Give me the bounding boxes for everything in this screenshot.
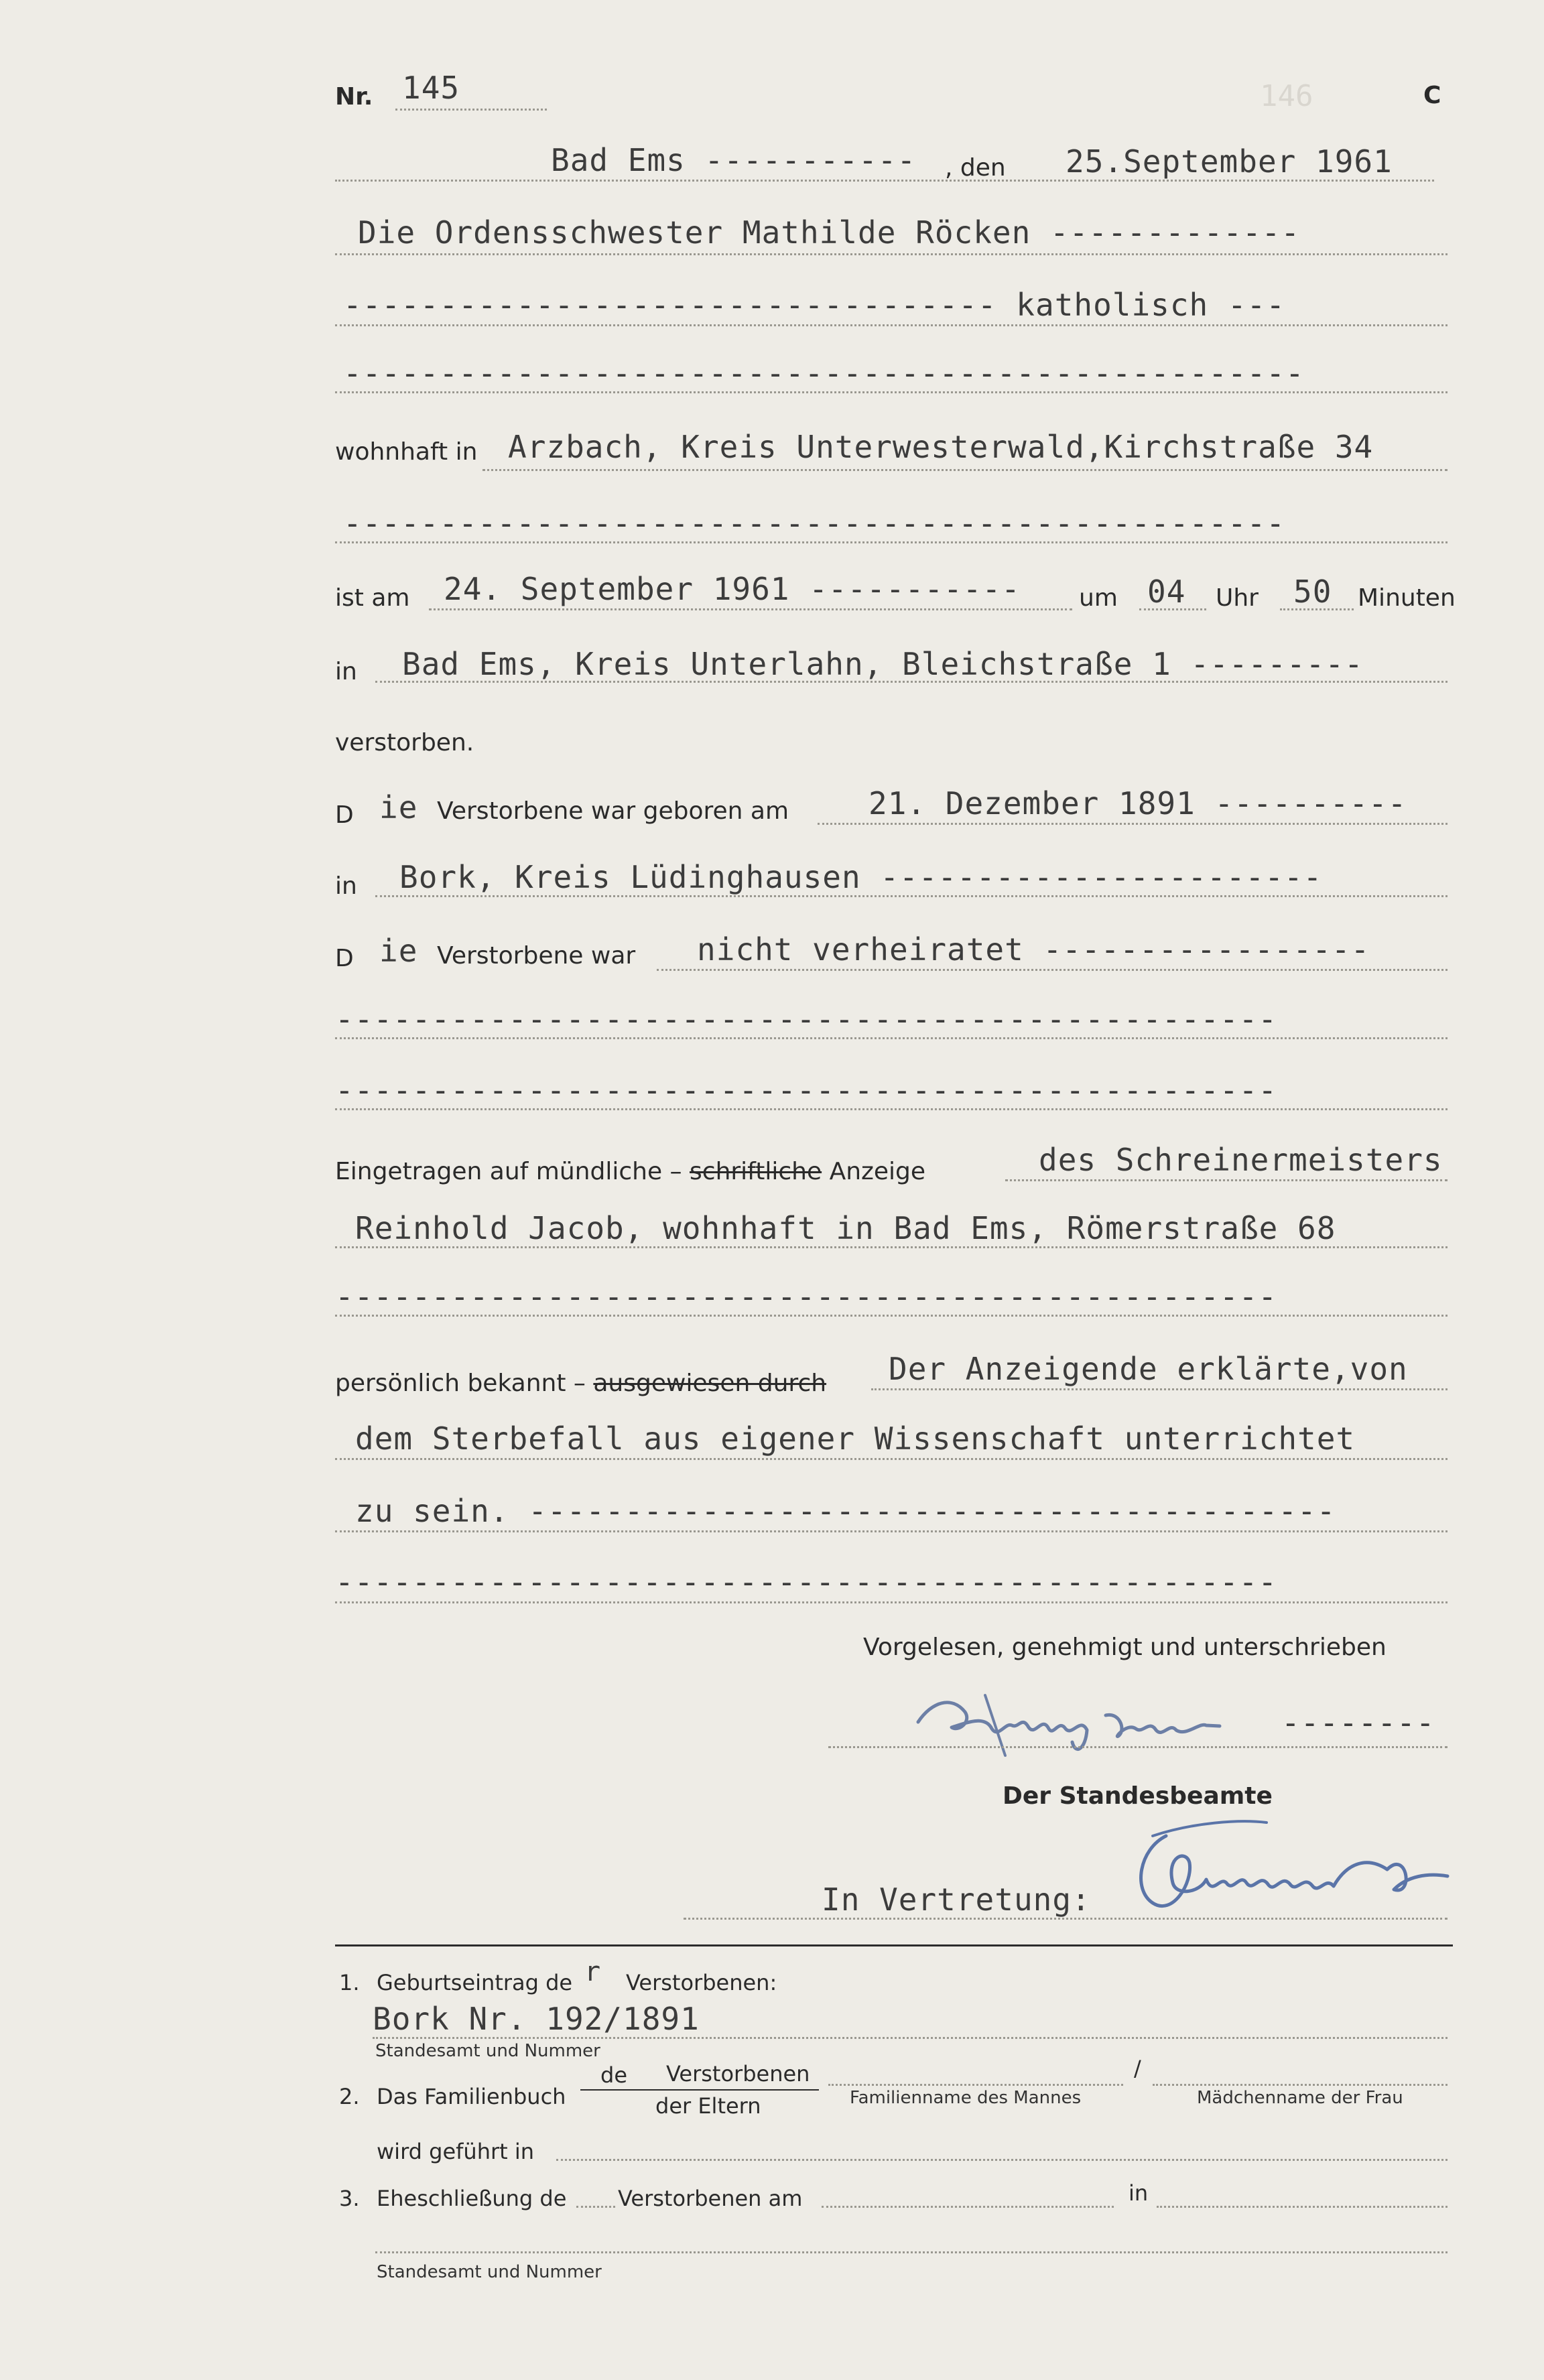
residence-label: wohnhaft in [335,438,478,466]
informant-line-2: Reinhold Jacob, wohnhaft in Bad Ems, Römerstraße 68 [355,1210,1336,1246]
nr-label: Nr. [335,83,373,111]
informant-signature [905,1675,1253,1762]
item2-kept-label: wird geführt in [377,2139,535,2164]
item1-number: 1. [339,1970,360,1995]
registrar-signature [1126,1809,1488,1930]
item3-caption: Standesamt und Nummer [377,2262,602,2282]
dotted-line [828,1746,1448,1748]
read-approved-text: Vorgelesen, genehmigt und unterschrieben [863,1634,1387,1661]
dotted-line [335,541,1448,543]
footer-divider [335,1944,1453,1946]
in-vertretung-label: In Vertretung: [822,1881,1091,1918]
item3-number: 3. [339,2186,360,2211]
den-label: , den [945,154,1006,182]
dotted-line [335,1108,1448,1110]
item2-top: Verstorbenen [666,2061,810,2087]
registration-label-struck: schriftliche [690,1158,822,1185]
registration-label-a: Eingetragen auf mündliche – [335,1158,682,1185]
fraction-line [580,2089,819,2091]
dotted-line [1139,608,1206,610]
death-minutes: 50 [1293,574,1332,610]
informant-statement-3: zu sein. ------------------------------------------ [355,1493,1336,1529]
item1-fill: r [584,1957,601,1987]
registration-label-b: Anzeige [829,1158,926,1185]
item2-bottom: der Eltern [655,2093,761,2119]
dotted-line [1280,608,1354,610]
item2-label: Das Familienbuch [377,2084,566,2109]
dotted-line [1153,2084,1448,2086]
registration-label [335,1158,925,1185]
dotted-line [818,823,1448,825]
person-continuation: -------------------------------------------------- [343,355,1305,391]
birth-in-label: in [335,872,357,900]
marital-continuation: ------------------------------------------------- [335,1072,1278,1108]
signature-dashes: -------- [1281,1705,1435,1741]
item2-number: 2. [339,2084,360,2109]
item1-caption: Standesamt und Nummer [375,2041,600,2061]
dotted-line [373,2037,1448,2039]
marital-status: nicht verheiratet ----------------- [697,931,1370,968]
dotted-line [822,2206,1114,2208]
registrar-title: Der Standesbeamte [1003,1782,1273,1810]
article-fill: ie [379,933,418,969]
dotted-line [429,608,1072,610]
informant-statement-1: Der Anzeigende erklärte,von [889,1351,1408,1387]
marital-text-label: Verstorbene war [437,942,636,970]
birth-date: 21. Dezember 1891 ---------- [868,785,1407,821]
dotted-line [335,1246,1448,1248]
d-label: D [335,801,354,829]
dotted-line [576,2206,615,2208]
place: Bad Ems ----------- [551,142,917,178]
death-place: Bad Ems, Kreis Unterlahn, Bleichstraße 1 --------- [402,646,1364,682]
death-hour: 04 [1147,574,1186,610]
d-label: D [335,945,354,972]
dotted-line [335,1315,1448,1317]
dotted-line [335,253,1448,255]
death-in-label: in [335,658,357,685]
marital-continuation: ------------------------------------------------- [335,1001,1278,1037]
item2-top-prefix: de [600,2062,627,2088]
informant-statement-2: dem Sterbefall aus eigener Wissenschaft unterrichtet [355,1420,1356,1457]
dotted-line [1157,2206,1448,2208]
dotted-line [335,1530,1448,1532]
deceased-name-line: Die Ordensschwester Mathilde Röcken ------------- [358,214,1301,251]
dotted-line [1005,1179,1448,1181]
residence-continuation: ------------------------------------------------- [343,505,1286,541]
dotted-line [871,1388,1448,1390]
birth-record-reference: Bork Nr. 192/1891 [373,2001,700,2037]
form-letter: C [1423,82,1441,109]
identity-label-a: persönlich bekannt – [335,1370,586,1397]
informant-statement-4: ------------------------------------------------- [335,1564,1278,1600]
death-date: 24. September 1961 ----------- [444,571,1021,607]
husband-name-caption: Familienname des Mannes [850,2088,1082,2108]
dotted-line [395,109,547,111]
dotted-line [828,2084,1123,2086]
dotted-line [335,1458,1448,1460]
wife-maiden-caption: Mädchenname der Frau [1197,2088,1403,2108]
minuten-label: Minuten [1358,584,1456,612]
dotted-line [375,2251,1448,2253]
religion-line: ---------------------------------- katholisch --- [343,287,1286,323]
registration-date: 25.September 1961 [1066,143,1393,180]
dotted-line [335,391,1448,393]
residence-value: Arzbach, Kreis Unterwesterwald,Kirchstraße 34 [508,429,1374,465]
birth-text-label: Verstorbene war geboren am [437,797,789,825]
dotted-line [335,1037,1448,1039]
ist-am-label: ist am [335,584,410,612]
uhr-label: Uhr [1216,584,1259,612]
dotted-line [375,681,1448,683]
dotted-line [335,1601,1448,1603]
identity-label [335,1370,826,1397]
item1-label-b: Verstorbenen: [626,1970,777,1995]
dotted-line [482,469,1448,471]
um-label: um [1079,584,1118,612]
dotted-line [335,180,1434,182]
item3-in-label: in [1129,2180,1149,2206]
identity-label-struck: ausgewiesen durch [593,1370,827,1397]
item2-slash: / [1134,2056,1141,2081]
dotted-line [335,324,1448,326]
birth-place: Bork, Kreis Lüdinghausen ----------------------- [399,859,1323,895]
dotted-line [657,969,1448,971]
informant-line-3: ------------------------------------------------- [335,1278,1278,1315]
item1-label-a: Geburtseintrag de [377,1970,573,1995]
register-number: 145 [402,70,460,106]
dotted-line [375,895,1448,897]
dotted-line [556,2159,1448,2161]
verstorben-label: verstorben. [335,729,474,756]
item3-label-b: Verstorbenen am [618,2186,803,2211]
informant-line-1: des Schreinermeisters [1039,1142,1443,1178]
article-fill: ie [379,789,418,825]
item3-label-a: Eheschließung de [377,2186,567,2211]
show-through-text: 146 [1260,79,1313,113]
